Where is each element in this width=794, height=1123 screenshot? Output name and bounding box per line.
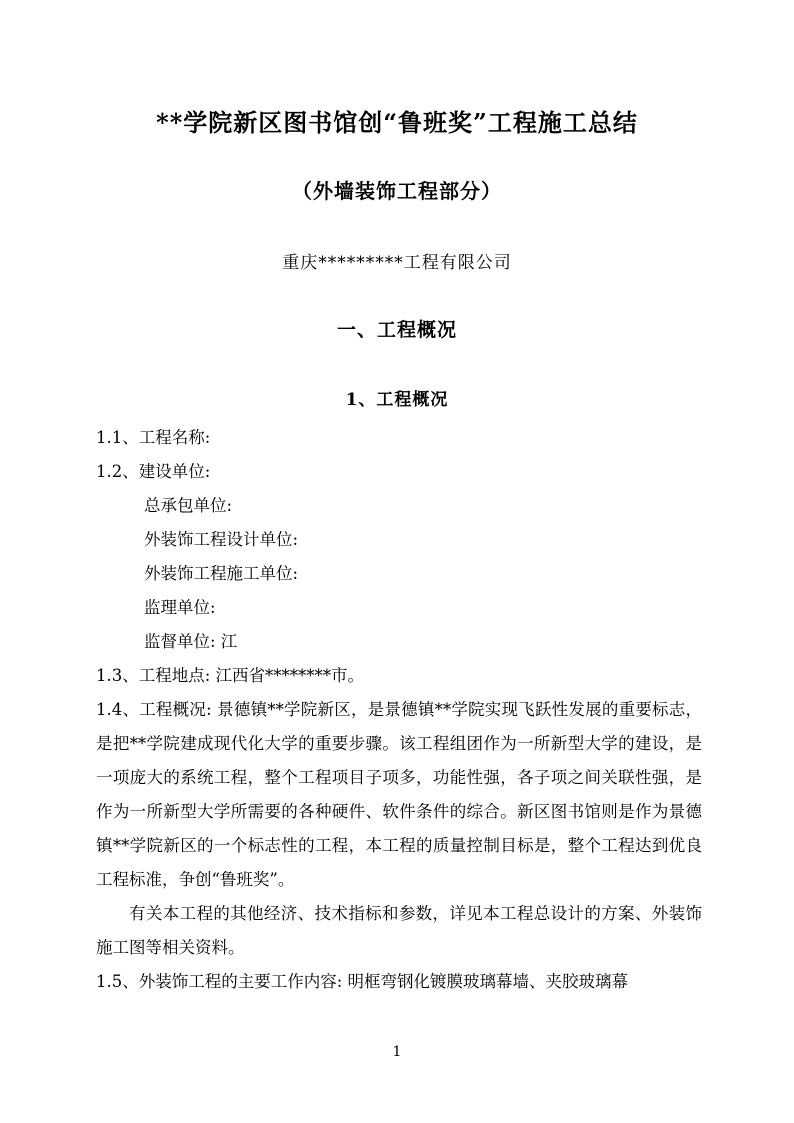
document-body — [96, 421, 702, 999]
company-name: 重庆*********工程有限公司 — [282, 253, 512, 273]
section-heading: 一、工程概况 — [336, 319, 457, 341]
item-design-unit: 外装饰工程设计单位: — [144, 530, 299, 549]
item-project-location: 1.3、工程地点: 江西省********市。 — [96, 666, 365, 685]
item-main-work-content: 1.5、外装饰工程的主要工作内容: 明框弯钢化镀膜玻璃幕墙、夹胶玻璃幕 — [96, 972, 629, 991]
item-general-contractor: 总承包单位: — [144, 496, 233, 515]
item-project-overview: 1.4、工程概况: 景德镇**学院新区，是景德镇**学院实现飞跃性发展的重要标志，是把**学院建成现代化大学的重要步骤。该工程组团作为一所新型大学的建设，是一项庞大的系统工程，整个工程项目子项多，功能性强，各子项之间关联性强，是作为一所新型大学所需要的各种硬件、软件条件的综合。新区图书馆则是作为景德镇**学院新区的一个标志性的工程，本工程的质量控制目标是，整个工程达到优良工程标准，争创“鲁班奖”。 — [96, 700, 702, 889]
item-exterior-construction-unit: 外装饰工程施工单位: — [144, 564, 299, 583]
item-supervision-unit: 监理单位: — [144, 598, 216, 617]
subsection-heading: 1、工程概况 — [345, 390, 449, 410]
item-construction-unit: 1.2、建设单位: — [96, 462, 211, 481]
item-inspection-unit: 监督单位: 江 — [144, 632, 238, 651]
item-project-name: 1.1、工程名称: — [96, 428, 211, 447]
item-other-parameters: 有关本工程的其他经济、技术指标和参数，详见本工程总设计的方案、外装饰施工图等相关资料。 — [96, 904, 702, 957]
document-title: **学院新区图书馆创“鲁班奖”工程施工总结 — [156, 108, 638, 137]
page-number: 1 — [392, 1044, 402, 1060]
document-subtitle: （外墙装饰工程部分） — [292, 179, 502, 203]
